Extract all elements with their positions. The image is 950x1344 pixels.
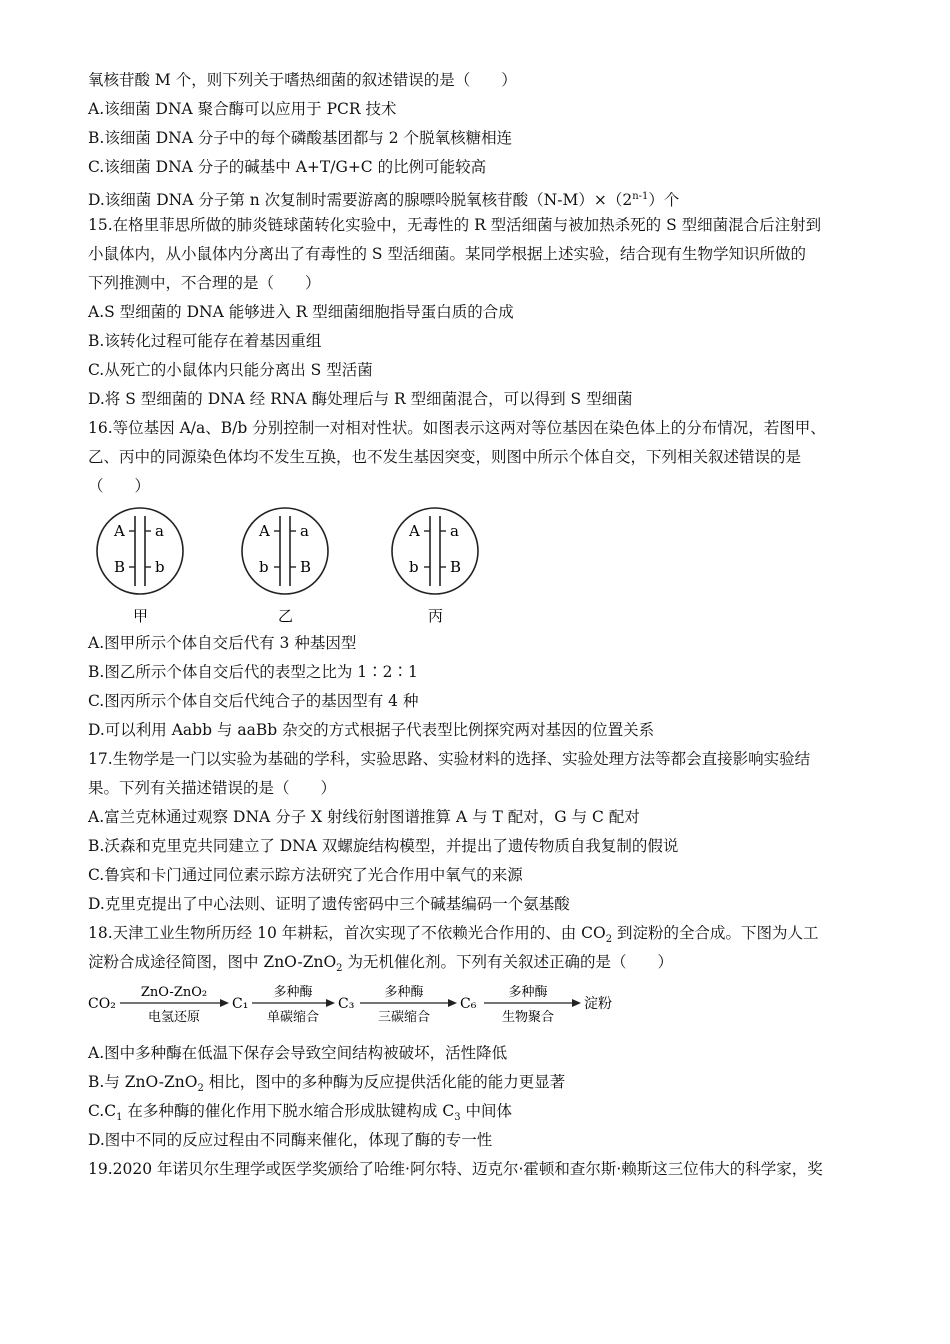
allele-right-top: a <box>155 522 164 540</box>
q17-option-d: D.克里克提出了中心法则、证明了遗传密码中三个碱基编码一个氨基酸 <box>88 895 570 913</box>
starch-pathway-diagram <box>88 979 648 1027</box>
cell-label: 甲 <box>133 607 149 625</box>
q15-option-c: C.从死亡的小鼠体内只能分离出 S 型活菌 <box>88 361 373 379</box>
q17-option-a: A.富兰克林通过观察 DNA 分子 X 射线衍射图谱推算 A 与 T 配对，G 与 C 配对 <box>88 808 640 826</box>
step-1-process: 电氢还原 <box>147 1010 201 1025</box>
cell-membrane <box>97 508 183 594</box>
q16-option-c: C.图丙所示个体自交后代纯合子的基因型有 4 种 <box>88 692 419 710</box>
cell-label: 乙 <box>278 607 294 625</box>
step-2-catalyst: 多种酶 <box>273 985 313 1000</box>
q17-option-c: C.鲁宾和卡门通过同位素示踪方法研究了光合作用中氧气的来源 <box>88 866 523 884</box>
q15-option-a: A.S 型细菌的 DNA 能够进入 R 型细菌细胞指导蛋白质的合成 <box>88 303 514 321</box>
starch-pathway-figure <box>88 979 878 1027</box>
step-3-catalyst: 多种酶 <box>384 985 424 1000</box>
step-2-process: 单碳缩合 <box>266 1010 320 1025</box>
pathway-start: CO₂ <box>88 996 116 1012</box>
allele-left-top: A <box>114 522 125 540</box>
q16-option-a: A.图甲所示个体自交后代有 3 种基因型 <box>88 634 357 652</box>
q18-option-b: B.与 ZnO-ZnO$_2$ 相比，图中的多种酶为反应提供活化能的能力更显著 <box>88 1073 566 1095</box>
q15-stem-line1: 15.在格里菲思所做的肺炎链球菌转化实验中，无毒性的 R 型活细菌与被加热杀死的 S 型细菌混合后注射到 <box>88 216 822 234</box>
q17-option-b: B.沃森和克里克共同建立了 DNA 双螺旋结构模型，并提出了遗传物质自我复制的假说 <box>88 837 679 855</box>
step-1-catalyst: ZnO-ZnO₂ <box>140 985 208 1000</box>
q17-stem-line1: 17.生物学是一门以实验为基础的学科，实验思路、实验材料的选择、实验处理方法等都会直接影响实验结 <box>88 750 811 768</box>
allele-left-bottom: b <box>259 558 269 576</box>
step-4-process: 生物聚合 <box>501 1010 555 1025</box>
q16-stem-line3: （ ） <box>88 477 151 495</box>
cell-yi <box>242 508 328 625</box>
cell-jia <box>97 508 183 625</box>
q16-stem-line2: 乙、丙中的同源染色体均不发生互换，也不发生基因突变，则图中所示个体自交，下列相关叙述错误的是 <box>88 448 802 466</box>
allele-right-top: a <box>300 522 309 540</box>
q14-option-b: B.该细菌 DNA 分子中的每个磷酸基团都与 2 个脱氧核糖相连 <box>88 129 513 147</box>
step-1-product: C₁ <box>232 996 249 1012</box>
q15-stem-line2: 小鼠体内，从小鼠体内分离出了有毒性的 S 型活细菌。某同学根据上述实验，结合现有生物学知识所做的 <box>88 245 806 263</box>
q18-stem-line2: 淀粉合成途径简图，图中 ZnO-ZnO$_2$ 为无机催化剂。下列有关叙述正确的是（ ） <box>88 953 673 975</box>
q18-option-c: $C.C_1$ 在多种酶的催化作用下脱水缩合形成肽键构成 $C_3$ 中间体 <box>88 1102 512 1124</box>
q15-stem-line3: 下列推测中，不合理的是（ ） <box>88 274 321 292</box>
q14-stem: 氧核苷酸 M 个，则下列关于嗜热细菌的叙述错误的是（ ） <box>88 71 517 89</box>
step-2-product: C₃ <box>338 996 355 1012</box>
q18-stem-line1: 18.天津工业生物所历经 10 年耕耘，首次实现了不依赖光合作用的、由 $CO_2$ 到淀粉的全合成。下图为人工 <box>88 924 819 946</box>
q14-option-d: D.该细菌 DNA 分子第 n 次复制时需要游离的腺嘌呤脱氧核苷酸$(N-M)\times(2^{n-1})$个 <box>88 191 680 210</box>
allele-left-bottom: b <box>409 558 419 576</box>
q15-option-b: B.该转化过程可能存在着基因重组 <box>88 332 322 350</box>
exam-page <box>88 66 878 1184</box>
allele-right-bottom: B <box>450 558 462 576</box>
cell-label: 丙 <box>428 607 444 625</box>
q16-option-d: D.可以利用 Aabb 与 aaBb 杂交的方式根据子代表型比例探究两对基因的位置关系 <box>88 721 655 739</box>
allele-left-top: A <box>409 522 420 540</box>
q18-option-d: D.图中不同的反应过程由不同酶来催化，体现了酶的专一性 <box>88 1131 493 1149</box>
q14-option-c: C.该细菌 DNA 分子的碱基中 A+T/G+C 的比例可能较高 <box>88 158 487 176</box>
q16-stem-line1: 16.等位基因 A/a、B/b 分别控制一对相对性状。如图表示这两对等位基因在染色体上的分布情况，若图甲、 <box>88 419 826 437</box>
cell-membrane <box>242 508 328 594</box>
step-4-product: 淀粉 <box>584 996 612 1012</box>
chromosome-diagram <box>88 501 508 629</box>
allele-left-bottom: B <box>114 558 126 576</box>
allele-right-bottom: b <box>155 558 165 576</box>
q17-stem-line2: 果。下列有关描述错误的是（ ） <box>88 779 337 797</box>
q16-option-b: B.图乙所示个体自交后代的表型之比为 1∶2∶1 <box>88 663 418 681</box>
allele-right-top: a <box>450 522 459 540</box>
q19-stem-line1: 19.2020 年诺贝尔生理学或医学奖颁给了哈维·阿尔特、迈克尔·霍顿和查尔斯·赖斯这三位伟大的科学家，奖 <box>88 1160 823 1178</box>
q18-option-a: A.图中多种酶在低温下保存会导致空间结构被破坏，活性降低 <box>88 1044 508 1062</box>
step-3-process: 三碳缩合 <box>377 1010 431 1025</box>
allele-left-top: A <box>259 522 270 540</box>
q15-option-d: D.将 S 型细菌的 DNA 经 RNA 酶处理后与 R 型细菌混合，可以得到 S 型细菌 <box>88 390 633 408</box>
step-4-catalyst: 多种酶 <box>508 985 548 1000</box>
step-3-product: C₆ <box>460 996 477 1012</box>
q14-option-a: A.该细菌 DNA 聚合酶可以应用于 PCR 技术 <box>88 100 397 118</box>
allele-right-bottom: B <box>300 558 312 576</box>
cell-bing <box>392 508 478 625</box>
chromosome-figure <box>88 501 878 629</box>
cell-membrane <box>392 508 478 594</box>
